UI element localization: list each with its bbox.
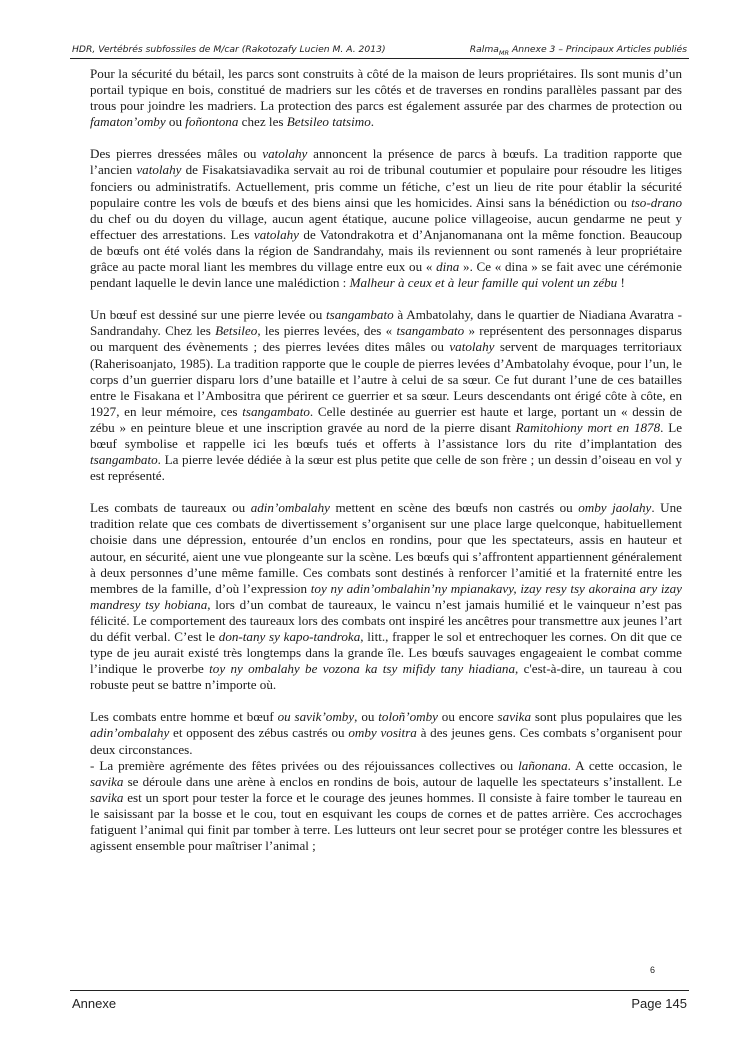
italic-term: savika bbox=[90, 789, 124, 805]
header-section-prefix: Ralma bbox=[469, 44, 499, 55]
text-run: Pour la sécurité du bétail, les parcs sont construits à côté de la maison de leurs propriétaires. Ils sont munis d’un portail typique en bois, constitué de madriers sur les côtés et de traverses en rondins parallèles passant par des trous pour joindre les madriers. La protection des parcs est également assurée par des charmes de protection ou bbox=[90, 66, 682, 114]
italic-term: omby vositra bbox=[348, 725, 417, 741]
italic-term: tsangambato bbox=[242, 403, 310, 419]
italic-term: vatolahy bbox=[449, 339, 495, 355]
italic-term: ou savik’omby bbox=[277, 709, 355, 725]
text-run: et opposent des zébus castrés ou bbox=[169, 725, 349, 741]
page-marker: 6 bbox=[650, 965, 656, 975]
italic-term: Ramitohiony mort en 1878 bbox=[515, 419, 661, 435]
header-rule bbox=[70, 58, 689, 59]
paragraph bbox=[90, 66, 682, 130]
italic-term: dina bbox=[436, 259, 460, 275]
paragraph bbox=[90, 146, 682, 291]
footer-rule bbox=[70, 990, 689, 991]
text-run: - La première agrémente des fêtes privées ou des réjouissances collectives ou bbox=[90, 757, 519, 773]
italic-term: foñontona bbox=[185, 114, 239, 130]
italic-term: vatolahy bbox=[253, 226, 299, 242]
text-run: Un bœuf est dessiné sur une pierre levée ou bbox=[90, 307, 326, 323]
text-run: ! bbox=[617, 275, 625, 291]
text-run: . Celle destinée au guerrier est haute et large, portant un « dessin de zébu » en peinture bleue et une inscription gravée au nord de la pierre disant bbox=[90, 403, 683, 435]
header-section-suffix: Annexe 3 – Principaux Articles publiés bbox=[509, 44, 687, 55]
italic-term: toy ny adin’ombalahin’ny mpianakavy, izay resy tsy akoraina ary izay mandresy tsy hobiana bbox=[90, 580, 682, 612]
text-run: se déroule dans une arène à enclos en rondins de bois, autour de laquelle les spectateurs s’installent. Le bbox=[123, 773, 682, 789]
italic-term: omby jaolahy bbox=[578, 500, 652, 516]
text-run: Les combats entre homme et bœuf bbox=[90, 709, 278, 725]
text-run: servent de marquages territoriaux (Raherisoanjato, 1985). La tradition rapporte que le couple de pierres levées d’Ambatolahy évoque, pour l’un, le corps d’un guerrier disparu lors d’une bataille et l’autre à celui de sa sœur. Ce fut durant l’une de ces batailles entre le Fisakana et l’Ambositra que périrent ce guerrier et sa sœur. Leurs descendants ont érigé côte à côte, en 1927, en leur mémoire, ces bbox=[90, 339, 682, 419]
header-section bbox=[470, 44, 687, 57]
text-run: , les pierres levées, des « bbox=[257, 323, 397, 339]
text-run: Des pierres dressées mâles ou bbox=[90, 146, 263, 162]
text-run: . La pierre levée dédiée à la sœur est plus petite que celle de son frère ; un dessin d’oiseau en vol y est représenté. bbox=[90, 452, 682, 484]
text-run: du chef ou du doyen du village, aucun agent étatique, aucune police villageoise, aucun gendarme ne peut y effectuer des arrestations. Les bbox=[90, 210, 682, 242]
italic-term: famaton’omby bbox=[90, 114, 166, 130]
paragraph bbox=[90, 500, 682, 693]
italic-term: Betsileo tatsimo bbox=[286, 114, 371, 130]
italic-term: Malheur à ceux et à leur famille qui volent un zébu bbox=[349, 275, 618, 291]
text-run: » représentent des personnages disparus ou marquent des évènements ; des pierres levées dites mâles ou bbox=[90, 323, 682, 355]
text-run: est un sport pour tester la force et le courage des jeunes hommes. Il consiste à faire tomber le taureau en le saisissant par la bosse et le cou, tout en esquivant les coups de cornes et de pattes arrière. Ces accrochages fatiguent l’animal qui finit par tomber à terre. Les lutteurs ont leur secret pour se protéger contre les blessures et agissent ensemble pour maîtriser l’animal ; bbox=[90, 789, 682, 854]
italic-term: savika bbox=[90, 773, 124, 789]
paragraph bbox=[90, 709, 682, 757]
italic-term: tso-drano bbox=[631, 194, 682, 210]
paragraph bbox=[90, 307, 682, 484]
italic-term: vatolahy bbox=[262, 146, 308, 162]
text-run: , litt., frapper le sol et entrechoquer les cornes. On dit que ce type de jeu aurait existé très longtemps dans la grande île. Les bœufs sauvages engageaient le combat comme l’indique le proverbe bbox=[90, 629, 682, 677]
italic-term: Betsileo bbox=[215, 323, 258, 339]
text-run: ou bbox=[165, 114, 186, 130]
text-run: , c'est-à-dire, un taureau à cou robuste peut se battre n’importe où. bbox=[90, 661, 683, 693]
italic-term: adin’ombalahy bbox=[250, 500, 330, 516]
text-run: , ou bbox=[354, 709, 379, 725]
text-run: . Une tradition relate que ces combats de divertissement s’organisent sur une place large quelconque, habituellement choisie dans une dépression, entourée d’un enclos en rondins, pour que les spectateurs, assis en hauteur et autour, en sécurité, aient une vue plongeante sur la scène. Les bœufs qui s’affrontent appartiennent généralement à deux personnes d’une même famille. Ces combats sont destinés à renforcer l’amitié et la fraternité entre les membres de la famille, d’où l’expression bbox=[90, 500, 682, 596]
italic-term: tsangambato bbox=[90, 452, 158, 468]
italic-term: adin’ombalahy bbox=[90, 725, 170, 741]
italic-term: lañonana bbox=[518, 757, 568, 773]
footer-page-number: Page 145 bbox=[631, 996, 687, 1011]
text-run: chez les bbox=[238, 114, 287, 130]
text-run: de Vatondrakotra et d’Anjanomanana ont la même fonction. Beaucoup de bœufs ont été volés dans la région de Sandrandahy, mais ils reviennent ou sont ramenés à leur propriétaire grâce au pacte moral liant les membres du village entre eux ou « bbox=[90, 226, 682, 275]
italic-term: savika bbox=[497, 709, 531, 725]
italic-term: tsangambato bbox=[396, 323, 465, 339]
paragraph bbox=[90, 758, 682, 855]
italic-term: don-tany sy kapo-tandroka bbox=[218, 629, 361, 644]
document-body bbox=[90, 66, 682, 854]
text-run: ». Ce « dina » se fait avec une cérémonie pendant laquelle le devin lance une malédiction : bbox=[90, 259, 682, 291]
footer-label: Annexe bbox=[72, 996, 117, 1011]
text-run: Les combats de taureaux ou bbox=[90, 500, 251, 516]
header-title: HDR, Vertébrés subfossiles de M/car (Rakotozafy Lucien M. A. 2013) bbox=[72, 44, 386, 55]
header-section-subscript: MR bbox=[498, 48, 510, 57]
text-run: ou encore bbox=[437, 709, 498, 725]
text-run: . bbox=[370, 114, 375, 130]
text-run: de Fisakatsiavadika servait au roi de tribunal coutumier et populaire pour résoudre les litiges fonciers ou administratifs. Actuellement, pris comme un fétiche, c’est un lieu de rite pour établir la sécurité populaire contre les vols de bœufs et des biens ainsi que les homicides. Ainsi sans la bénédiction ou bbox=[90, 162, 682, 210]
text-run: annoncent la présence de parcs à bœufs. La tradition rapporte que l’ancien bbox=[90, 146, 682, 178]
italic-term: toloñ’omby bbox=[378, 709, 438, 725]
italic-term: toy ny ombalahy be vozona ka tsy mifidy tany hiadiana bbox=[209, 661, 516, 677]
text-run: à Ambatolahy, dans le quartier de Niadiana Avaratra -Sandrandahy. Chez les bbox=[90, 307, 682, 339]
text-run: mettent en scène des bœufs non castrés ou bbox=[329, 500, 579, 516]
text-run: sont plus populaires que les bbox=[531, 709, 683, 725]
text-run: . Le bœuf symbolise et rappelle ici les bœufs tués et offerts à l’assistance lors du rite d’implantation des bbox=[90, 419, 683, 451]
italic-term: tsangambato bbox=[326, 307, 394, 323]
text-run: à des jeunes gens. Ces combats s’organisent pour deux circonstances. bbox=[90, 725, 682, 757]
text-run: . A cette occasion, le bbox=[567, 757, 683, 773]
text-run: , lors d’un combat de taureaux, le vaincu n’est jamais humilié et le vainqueur n’est pas félicité. Le comportement des taureaux lors des combats ont inspiré les ancêtres pour transmettre aux jeunes l’art du défit verbal. C’est le bbox=[90, 596, 682, 644]
italic-term: vatolahy bbox=[136, 162, 182, 178]
